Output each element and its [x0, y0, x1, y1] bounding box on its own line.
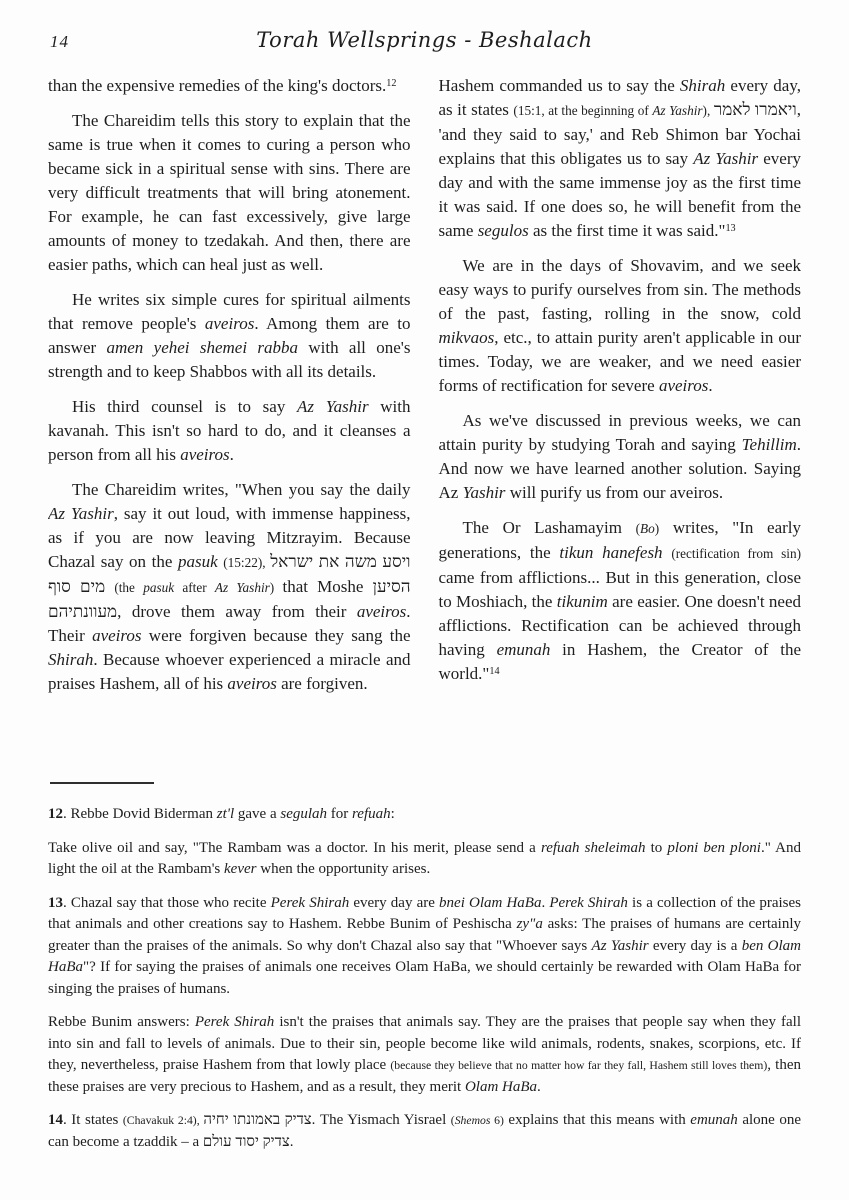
text-run: Rebbe Bunim answers:	[48, 1014, 195, 1030]
text-run: 6)	[490, 1114, 504, 1127]
text-run: that Moshe	[282, 577, 373, 596]
text-run: (the	[114, 580, 144, 595]
text-run: (	[450, 1114, 455, 1127]
text-run: asks: The praises of humans are certainly greater than the praises of the animals. So why don't Chazal also say that "Whoever says	[48, 916, 801, 954]
body-paragraph	[48, 74, 411, 98]
text-run: He writes six simple cures for spiritual ailments that remove people's	[48, 290, 411, 333]
text-run: aveiros	[658, 376, 709, 395]
body-paragraph	[439, 74, 802, 243]
text-run: Az Yashir	[591, 937, 649, 954]
text-run: 14	[489, 665, 500, 677]
text-run: ." And light the oil at the Rambam's	[48, 839, 801, 877]
text-run: in Hashem, the Creator of the world."	[438, 640, 801, 683]
text-run: (because they believe that no matter how far they fall, Hashem still loves them)	[390, 1059, 768, 1072]
text-run: :	[390, 806, 395, 822]
left-column	[48, 74, 411, 776]
text-run: segulah	[280, 806, 328, 822]
text-run: refuah	[352, 806, 391, 822]
text-run: every day and with the same immense joy as the first time it was said. If one does so, he will benefit from the same	[438, 149, 801, 240]
text-run: . And now we have learned another solution. Saying Az	[438, 435, 801, 502]
text-run: 13	[48, 894, 63, 911]
text-run: ben Olam HaBa	[48, 937, 801, 975]
text-run: isn't the praises that animals say. They are the praises that people say when they fall into sin and fall to levels of animals. Due to their sin, people become like wild animals, rodents, snakes, scorpions, etc. If they, nevertheless, praise Hashem from that lowly place	[48, 1014, 802, 1073]
text-run: Az Yashir	[214, 580, 270, 595]
body-paragraph	[439, 254, 802, 398]
text-run: 14	[48, 1112, 63, 1128]
text-run: , say it out loud, with immense happiness, as if you are now leaving Mitzrayim. Because Chazal say on the	[48, 504, 411, 571]
right-column	[439, 74, 802, 776]
text-run: .	[289, 1133, 294, 1150]
text-run: ויסע משה את ישראל מים סוף	[48, 552, 411, 596]
text-run: Perek Shirah	[549, 894, 628, 911]
text-run: explains that this means with	[503, 1112, 691, 1128]
text-run: refuah sheleimah	[540, 839, 646, 856]
text-run: is a collection of the praises that animals and other creations say to Hashem. Rebbe Bunim of Peshischa	[48, 894, 802, 932]
body-paragraph	[48, 478, 411, 696]
text-run: .	[537, 1078, 541, 1095]
text-run: Perek Shirah	[270, 894, 350, 911]
text-run: kever	[224, 861, 257, 877]
text-run: ploni ben ploni	[667, 839, 761, 856]
body-paragraph	[439, 516, 802, 686]
text-run: (Chavakuk 2:4),	[122, 1114, 204, 1127]
text-run: הסיען מעוונתיהם	[48, 577, 411, 621]
two-column-body	[48, 74, 801, 776]
text-run: Az Yashir	[693, 149, 759, 168]
text-run: were forgiven because they sang the	[141, 626, 411, 645]
text-run: )	[269, 580, 283, 595]
text-run: ויאמרו לאמר	[713, 100, 797, 119]
text-run: as the first time it was said."	[528, 221, 726, 240]
text-run: .	[541, 894, 550, 911]
text-run: , etc., to attain purity aren't applicable in our times. Today, we are weaker, and we need easier forms of rectification for severe	[438, 328, 801, 395]
text-run: emunah	[690, 1112, 738, 1128]
text-run: .	[229, 445, 234, 464]
text-run: , 'and they said to say,' and Reb Shimon bar Yochai explains that this obligates us to say	[438, 100, 801, 168]
text-run: צדיק באמונתו יחיה	[203, 1112, 312, 1128]
text-run: with all one's strength and to keep Shabbos with all its details.	[48, 338, 411, 381]
text-run: tikun hanefesh	[559, 543, 663, 562]
text-run: are forgiven.	[276, 674, 368, 693]
text-run: . Rebbe Dovid Biderman	[63, 806, 217, 822]
text-run: came from afflictions... But in this generation, close to Moshiach, the	[438, 568, 801, 611]
text-run	[663, 543, 672, 562]
text-run: צדיק יסוד עולם	[202, 1133, 290, 1150]
text-run: (rectification from sin)	[671, 546, 801, 561]
text-run: every day are	[349, 894, 440, 911]
text-run: As we've discussed in previous weeks, we can attain purity by studying Torah and saying	[438, 411, 801, 454]
text-run: Perek Shirah	[194, 1014, 275, 1030]
body-paragraph	[48, 395, 411, 467]
footnote-divider	[50, 782, 154, 784]
text-run: emunah	[496, 640, 551, 659]
footnote-paragraph	[48, 1012, 801, 1098]
text-run: Olam HaBa	[464, 1078, 538, 1095]
text-run: 12	[386, 77, 397, 89]
text-run: The Chareidim tells this story to explain that the same is true when it comes to curing a person who became sick in a spiritual sense with sins. There are very difficult treatments that will bring atonement. For example, he can fast excessively, give large amounts of money to tzedakah. And then, there are easier paths, which can heal just as well.	[48, 111, 411, 274]
text-run: , drove them away from their	[117, 602, 357, 621]
text-run: to	[645, 839, 668, 856]
text-run: Yashir	[462, 483, 506, 502]
text-run	[105, 577, 114, 596]
text-run: pasuk	[177, 552, 218, 571]
text-run: tikunim	[556, 592, 608, 611]
text-run: (15:22),	[223, 555, 271, 570]
text-run: amen yehei shemei rabba	[106, 338, 299, 357]
text-run: aveiros	[92, 626, 142, 645]
text-run: The Chareidim writes, "When you say the daily	[72, 480, 411, 499]
text-run: zy"a	[516, 916, 543, 932]
text-run: aveiros	[204, 314, 255, 333]
footnote-paragraph	[48, 804, 801, 826]
text-run: Az Yashir	[652, 103, 703, 118]
text-run: Tehillim	[741, 435, 797, 454]
text-run: Take olive oil and say, "The Rambam was a doctor. In his merit, please send a	[48, 839, 541, 856]
text-run: )	[654, 521, 660, 536]
text-run: We are in the days of Shovavim, and we seek easy ways to purify ourselves from sin. The methods of the past, fasting, rolling in the snow, cold	[438, 256, 801, 323]
text-run: Shirah	[48, 650, 94, 669]
text-run: . Chazal say that those who recite	[63, 894, 271, 911]
text-run: with kavanah. This isn't so hard to do, and it cleanses a person from all his	[48, 397, 411, 464]
text-run: . Because whoever experienced a miracle and praises Hashem, all of his	[48, 650, 411, 693]
footnote-paragraph	[48, 1110, 801, 1153]
text-run: Shirah	[679, 76, 726, 95]
text-run: . The Yismach Yisrael	[311, 1112, 451, 1128]
text-run: .	[708, 376, 713, 395]
text-run: alone one can become a tzaddik – a	[48, 1112, 802, 1150]
text-run: segulos	[477, 221, 529, 240]
body-paragraph	[48, 288, 411, 384]
text-run: 13	[725, 222, 736, 234]
text-run: Az Yashir	[297, 397, 369, 416]
footnote-paragraph	[48, 893, 801, 1001]
text-run: Bo	[640, 521, 655, 536]
body-paragraph	[48, 109, 411, 277]
text-run: . Among them are to answer	[48, 314, 411, 357]
text-run: , then these praises are very precious to Hashem, and as a result, they merit	[48, 1057, 801, 1095]
text-run: His third counsel is to say	[72, 397, 298, 416]
text-run: when the opportunity arises.	[256, 861, 431, 877]
text-run: mikvaos	[438, 328, 495, 347]
text-run: writes, "In early generations, the	[438, 518, 801, 562]
text-run: than the expensive remedies of the king's doctors.	[48, 76, 387, 95]
text-run: pasuk	[143, 580, 175, 595]
text-run: will purify us from our aveiros.	[505, 483, 724, 502]
text-run: for	[327, 806, 353, 822]
text-run: "? If for saying the praises of animals one receives Olam HaBa, we should certainly be rewarded with Olam HaBa for singing the praises of humans.	[48, 959, 801, 997]
text-run: Az Yashir	[48, 504, 114, 523]
text-run: (15:1, at the beginning of	[513, 103, 653, 118]
text-run: after	[174, 580, 215, 595]
footnotes-section	[48, 804, 801, 1153]
text-run: aveiros	[227, 674, 277, 693]
text-run: ),	[702, 103, 714, 118]
text-run: bnei Olam HaBa	[439, 894, 542, 911]
page-number: 14	[50, 32, 69, 51]
page-header	[48, 28, 801, 58]
text-run: Hashem commanded us to say the	[438, 76, 680, 95]
header-title: Torah Wellsprings - Beshalach	[256, 28, 593, 52]
text-run: Shemos	[454, 1114, 491, 1127]
text-run: every day is a	[648, 937, 742, 954]
text-run: zt'l	[216, 806, 235, 822]
text-run: are easier. One doesn't need afflictions. Rectification can be achieved through having	[438, 592, 801, 659]
text-run: (	[635, 521, 641, 536]
text-run: . Their	[48, 602, 411, 645]
text-run: aveiros	[180, 445, 230, 464]
text-run: aveiros	[356, 602, 407, 621]
footnote-paragraph	[48, 838, 801, 881]
text-run: every day, as it states	[438, 76, 801, 119]
text-run: gave a	[234, 806, 281, 822]
text-run: . It states	[63, 1112, 123, 1128]
text-run: The Or Lashamayim	[462, 518, 636, 537]
text-run: 12	[48, 806, 63, 822]
body-paragraph	[439, 409, 802, 505]
